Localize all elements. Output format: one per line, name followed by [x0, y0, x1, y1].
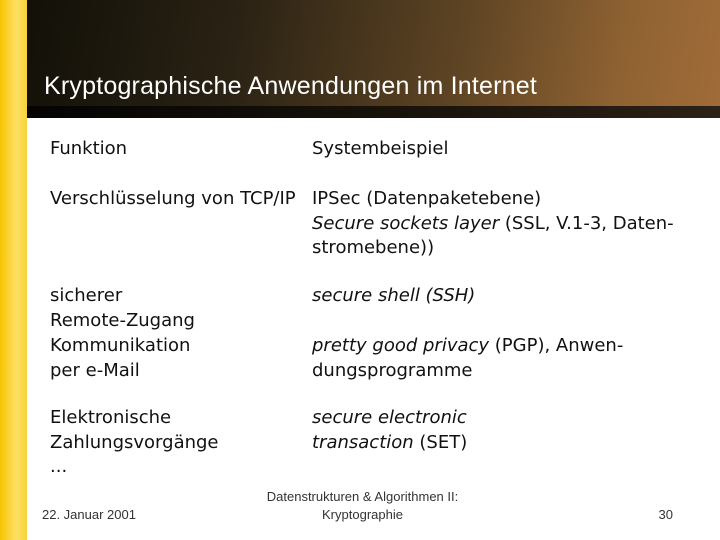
- row-example-line: [312, 236, 707, 261]
- row-example: [312, 334, 707, 383]
- row-example-line: [312, 334, 707, 359]
- column-header-example: Systembeispiel: [312, 138, 449, 159]
- example-italic: pretty good privacy: [312, 335, 490, 356]
- row-function-line: ...: [50, 456, 68, 477]
- footer-date: 22. Januar 2001: [42, 507, 136, 522]
- row-function-line: Elektronische: [50, 407, 172, 428]
- row-function: [50, 334, 305, 383]
- row-function: [50, 406, 305, 480]
- footer-course-line: Kryptographie: [322, 507, 403, 522]
- row-example-line: [312, 284, 707, 309]
- example-italic: secure shell (SSH): [312, 285, 476, 306]
- row-example-line: [312, 212, 707, 237]
- row-example-line: [312, 187, 707, 212]
- column-header-function: Funktion: [50, 138, 128, 159]
- example-text: (PGP), Anwen-: [489, 335, 624, 356]
- row-example-line: [312, 359, 707, 384]
- example-italic: transaction: [312, 431, 414, 453]
- example-text: (SET): [413, 431, 468, 453]
- example-text: (SSL, V.1-3, Daten-: [499, 212, 674, 234]
- row-example: [312, 284, 707, 309]
- slide-title: Kryptographische Anwendungen im Internet: [44, 72, 538, 100]
- footer-course-line: Datenstrukturen & Algorithmen II:: [266, 489, 459, 504]
- row-example: [312, 187, 707, 261]
- example-italic: Secure sockets layer: [312, 212, 500, 234]
- page-number: 30: [658, 507, 673, 522]
- row-function-line: Zahlungsvorgänge: [50, 431, 219, 453]
- row-function-line: sicherer: [50, 285, 123, 306]
- row-example-line: [312, 431, 707, 456]
- row-function-line: Remote-Zugang: [50, 309, 195, 331]
- row-function: [50, 284, 305, 333]
- row-example-line: [312, 406, 707, 431]
- row-example: [312, 406, 707, 455]
- row-function-line: Verschlüsselung von TCP/IP: [50, 188, 296, 209]
- left-accent-bar: [0, 0, 27, 540]
- row-function-line: per e-Mail: [50, 359, 140, 381]
- row-function-line: Kommunikation: [50, 335, 191, 356]
- footer-course: [220, 488, 505, 524]
- example-text: dungsprogramme: [312, 359, 473, 381]
- example-text: stromebene)): [312, 237, 435, 258]
- example-text: IPSec (Datenpaketebene): [312, 188, 542, 209]
- example-italic: secure electronic: [312, 407, 467, 428]
- title-banner-stripe: [27, 106, 720, 118]
